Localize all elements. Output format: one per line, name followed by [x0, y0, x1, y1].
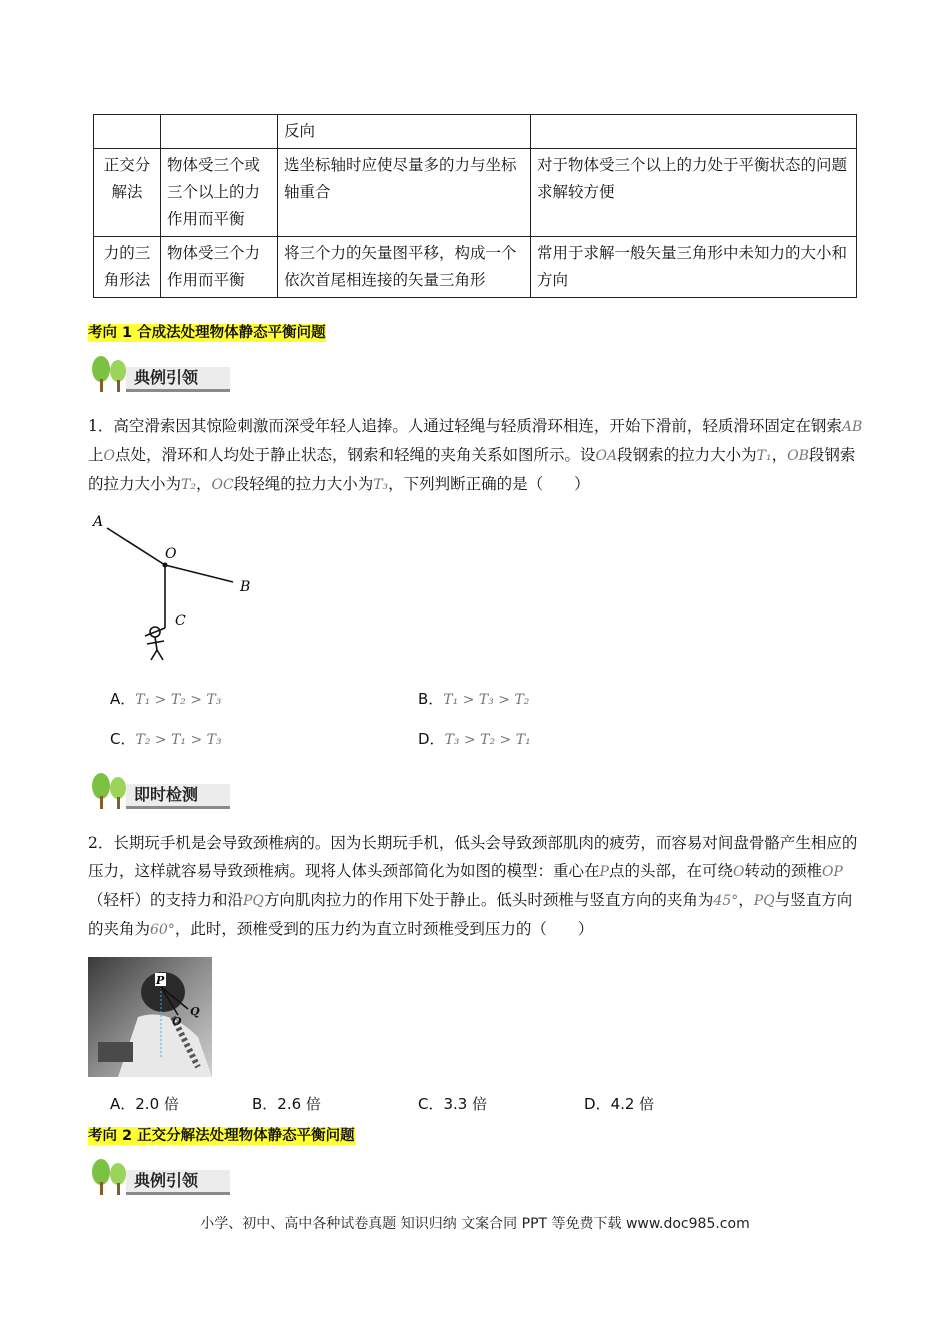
tree-icon — [90, 353, 130, 393]
table-cell — [94, 115, 161, 149]
person-icon — [145, 627, 165, 660]
option-b[interactable]: B．T₁ > T₃ > T₂ — [418, 690, 530, 708]
banner-label: 典例引领 — [134, 1171, 199, 1190]
table-row — [94, 115, 857, 149]
table-cell: 对于物体受三个以上的力处于平衡状态的问题求解较方便 — [531, 149, 857, 237]
table-cell: 正交分解法 — [94, 149, 161, 237]
section-title: 考向 1 合成法处理物体静态平衡问题 — [88, 325, 326, 341]
label-q: Q — [190, 1005, 200, 1018]
option-c[interactable]: C．3.3 倍 — [418, 1095, 488, 1113]
option-c[interactable]: C．T₂ > T₁ > T₃ — [110, 730, 222, 748]
banner-label: 典例引领 — [134, 368, 199, 387]
section-title: 考向 2 正交分解法处理物体静态平衡问题 — [88, 1128, 355, 1144]
option-a[interactable]: A．T₁ > T₂ > T₃ — [110, 690, 222, 708]
table-row — [94, 149, 857, 237]
methods-table — [93, 114, 857, 298]
neck-model-photo — [88, 957, 212, 1077]
banner-check — [90, 770, 232, 810]
section-heading-1 — [88, 321, 326, 342]
banner-label: 即时检测 — [134, 785, 199, 804]
tree-icon — [90, 770, 130, 810]
option-a[interactable]: A．2.0 倍 — [110, 1095, 179, 1113]
label-o: O — [172, 1015, 182, 1028]
table-cell: 物体受三个或三个以上的力作用而平衡 — [161, 149, 278, 237]
section-heading-2 — [88, 1124, 355, 1145]
banner-example — [90, 353, 232, 393]
option-b[interactable]: B．2.6 倍 — [252, 1095, 321, 1113]
table-cell — [161, 115, 278, 149]
table-cell: 选坐标轴时应使尽量多的力与坐标轴重合 — [278, 149, 531, 237]
table-cell: 物体受三个力作用而平衡 — [161, 237, 278, 298]
table-cell — [531, 115, 857, 149]
question-1-text: 1．高空滑索因其惊险刺激而深受年轻人追捧。人通过轻绳与轻质滑环相连，开始下滑前，轻质滑环固定在钢索AB上O点处，滑环和人均处于静止状态，钢索和轻绳的夹角关系如图所示。设OA段钢索的拉力大小为T₁，OB段钢索的拉力大小为T₂，OC段轻绳的拉力大小为T₃，下列判断正确的是（ ） — [88, 417, 863, 493]
table-cell: 将三个力的矢量图平移，构成一个依次首尾相连接的矢量三角形 — [278, 237, 531, 298]
tree-icon — [90, 1156, 130, 1196]
table-row — [94, 237, 857, 298]
question-2-text: 2．长期玩手机是会导致颈椎病的。因为长期玩手机，低头会导致颈部肌肉的疲劳，而容易对间盘骨骼产生相应的压力，这样就容易导致颈椎病。现将人体头颈部简化为如图的模型：重心在P点的头部，在可绕O转动的颈椎OP（轻杆）的支持力和沿PQ方向肌肉拉力的作用下处于静止。低头时颈椎与竖直方向的夹角为45°，PQ与竖直方向的夹角为60°，此时，颈椎受到的压力约为直立时颈椎受到压力的（ ） — [88, 834, 858, 938]
ring-point-o — [163, 563, 168, 568]
page-footer: 小学、初中、高中各种试卷真题 知识归纳 文案合同 PPT 等免费下载 www.doc985.com — [200, 1216, 750, 1232]
cable-ob — [165, 565, 233, 582]
label-a: A — [93, 514, 104, 530]
label-b: B — [240, 579, 251, 595]
banner-example — [90, 1156, 232, 1196]
zipline-figure — [85, 510, 275, 670]
table-cell: 力的三角形法 — [94, 237, 161, 298]
option-d[interactable]: D．4.2 倍 — [584, 1095, 655, 1113]
label-p: P — [156, 974, 165, 987]
label-o: O — [165, 546, 177, 562]
cable-oa — [107, 528, 165, 565]
table-cell: 常用于求解一般矢量三角形中未知力的大小和方向 — [531, 237, 857, 298]
table-cell: 反向 — [278, 115, 531, 149]
option-d[interactable]: D．T₃ > T₂ > T₁ — [418, 730, 531, 748]
label-c: C — [175, 613, 186, 629]
